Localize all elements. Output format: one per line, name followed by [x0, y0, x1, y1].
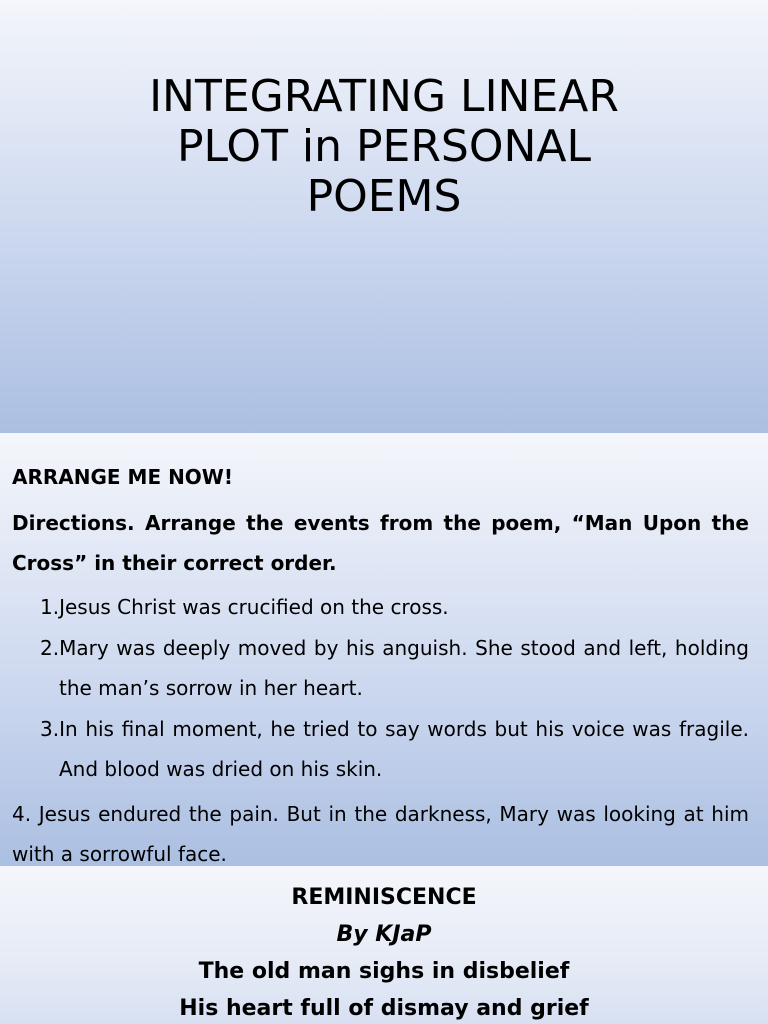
poem-title: REMINISCENCE [291, 885, 477, 910]
event-item: 3.In his final moment, he tried to say words but his voice was fragile. And blood was dried on his skin. [40, 716, 749, 781]
event-item: 2.Mary was deeply moved by his anguish. She stood and left, holding the man’s sorrow in her heart. [40, 635, 749, 700]
slide-title [0, 72, 768, 222]
title-line: PLOT in PERSONAL [176, 121, 592, 172]
activity-heading: ARRANGE ME NOW! [12, 465, 233, 489]
poem-author: By KJaP [336, 922, 432, 947]
activity-slide [0, 433, 768, 866]
directions-text: Directions. Arrange the events from the poem, “Man Upon the Cross” in their correct order. [12, 511, 749, 575]
title-line: POEMS [306, 171, 462, 222]
event-item: 1.Jesus Christ was crucified on the cross. [40, 595, 449, 619]
title-line: INTEGRATING LINEAR [149, 71, 619, 122]
title-slide [0, 0, 768, 433]
event-list [12, 587, 749, 790]
poem-line: The old man sighs in disbelief [198, 959, 570, 984]
poem-slide [0, 866, 768, 1024]
poem-line: His heart full of dismay and grief [179, 996, 589, 1021]
event-item-4: 4. Jesus endured the pain. But in the darkness, Mary was looking at him with a sorrowful face. [12, 801, 749, 866]
